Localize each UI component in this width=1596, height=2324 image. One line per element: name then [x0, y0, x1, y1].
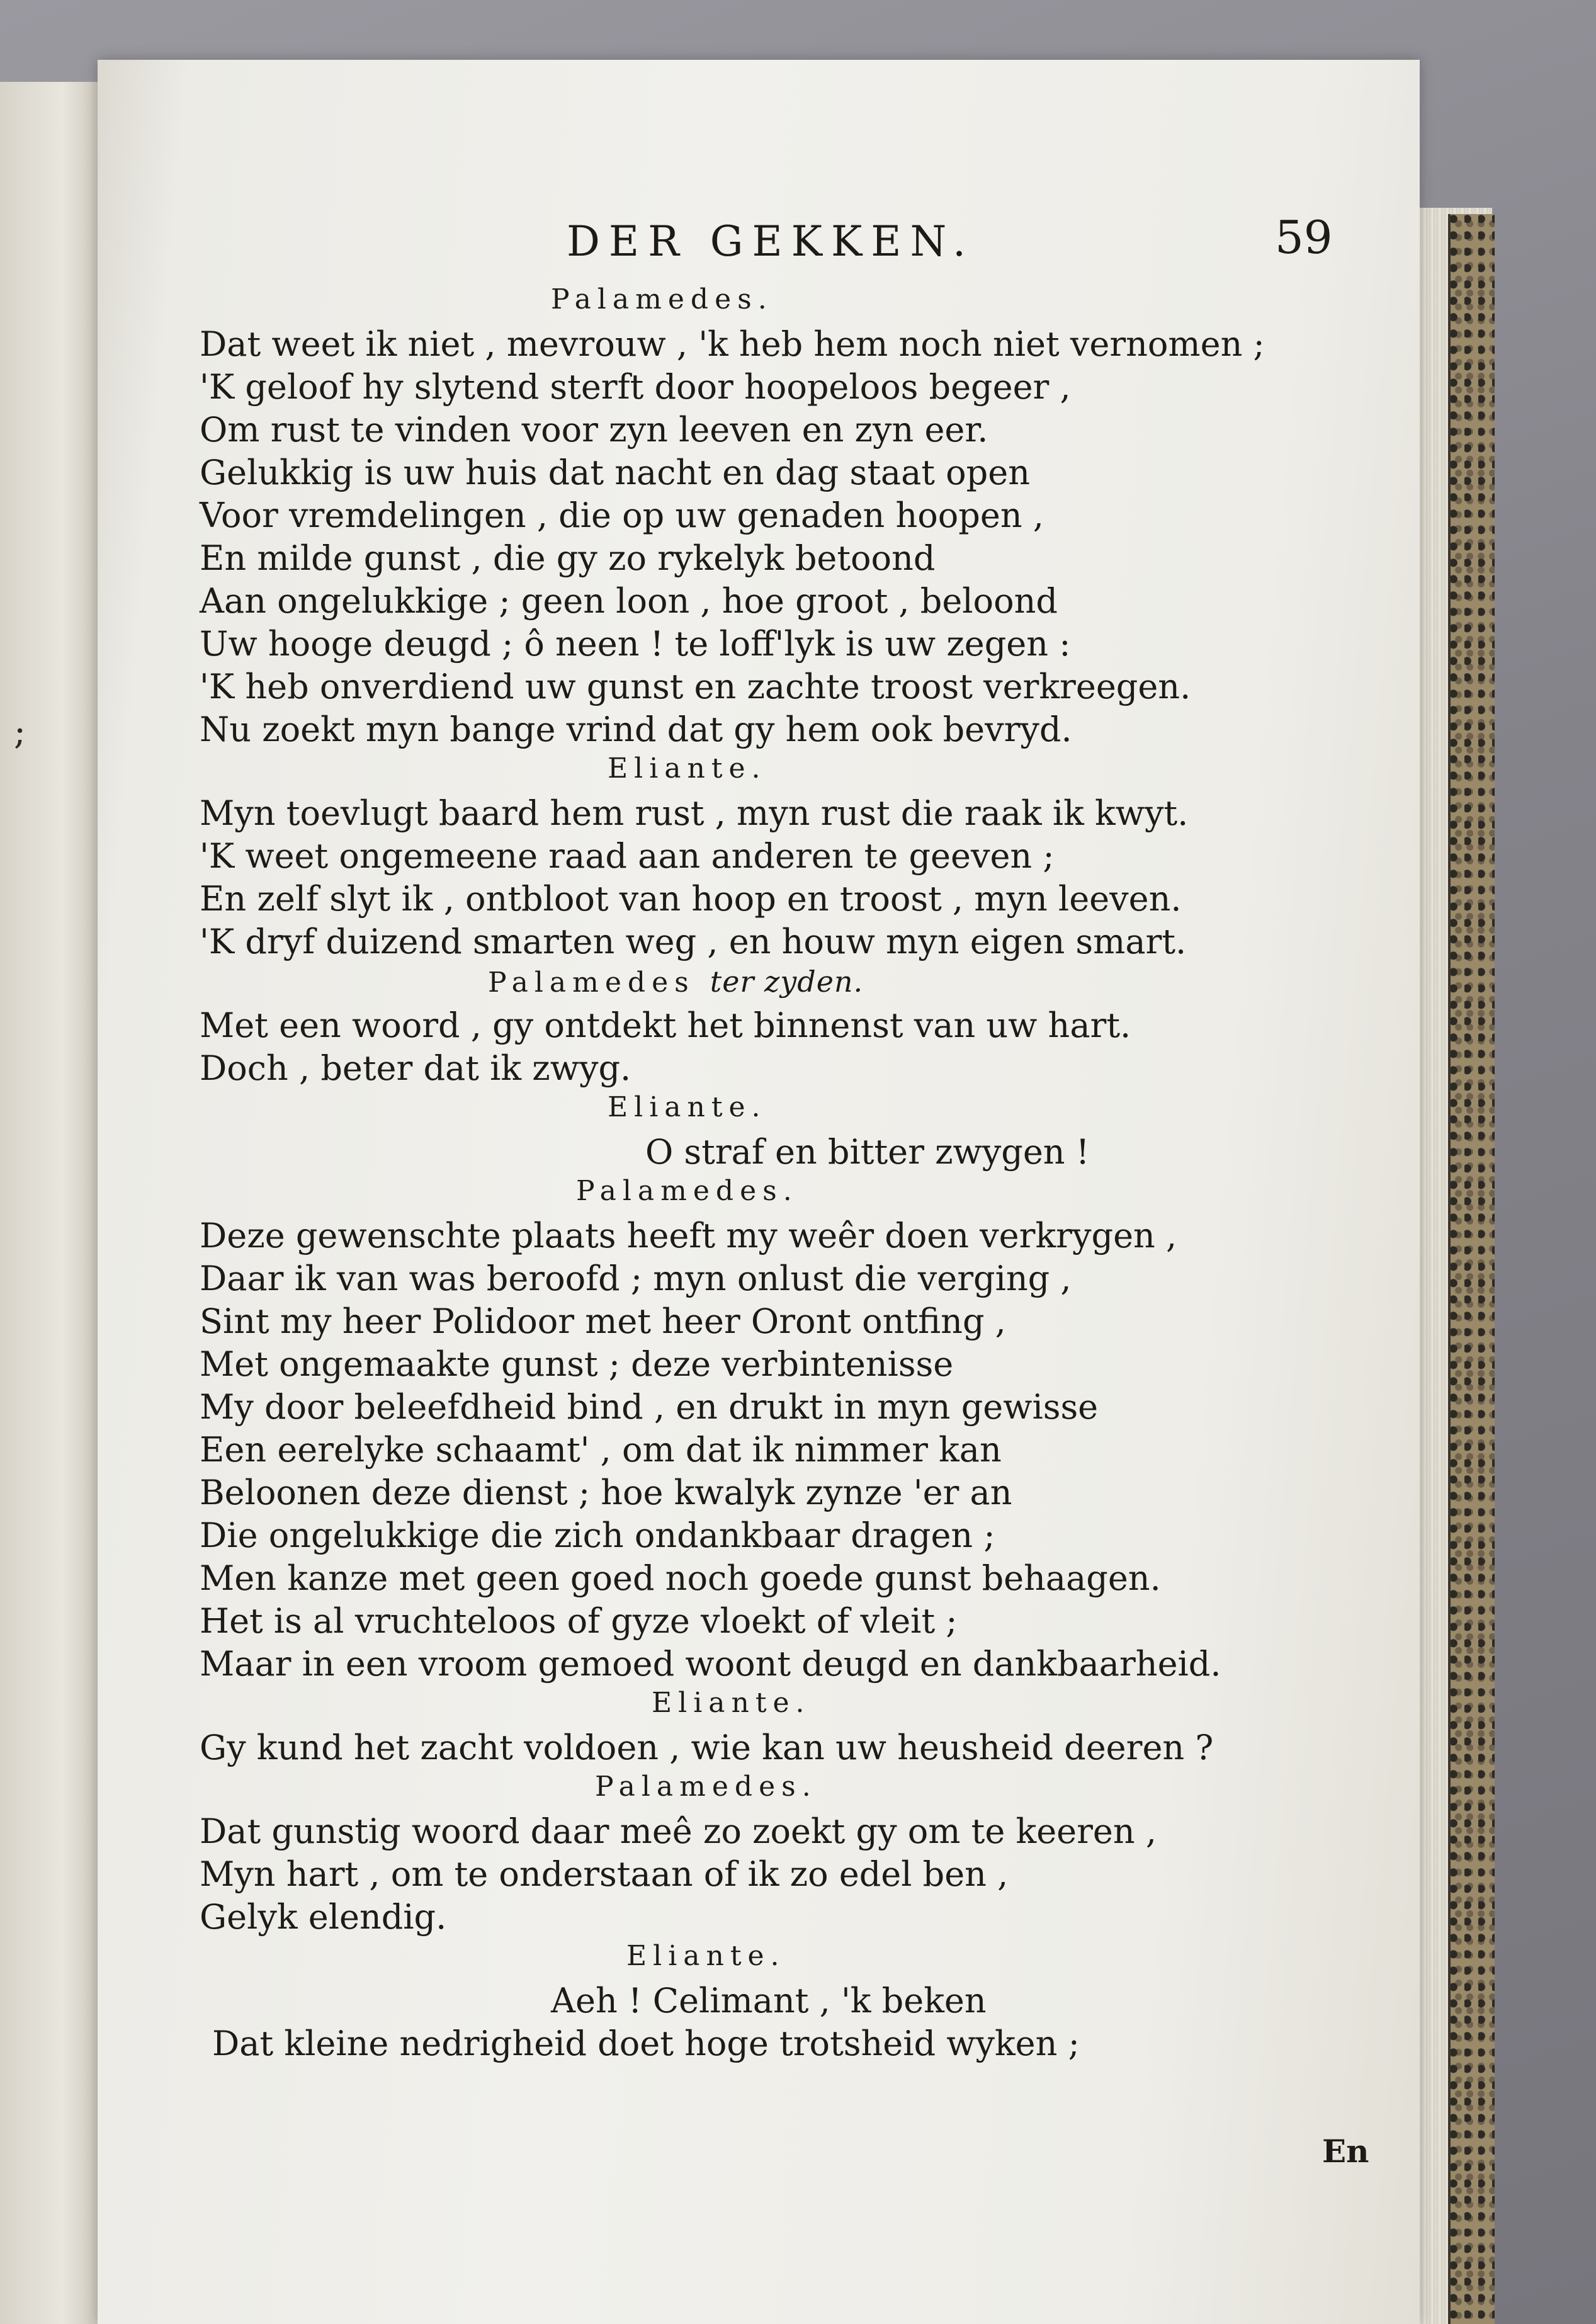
verse-line: Myn toevlugt baard hem rust , myn rust die raak ik kwyt. — [200, 793, 1189, 833]
speaker-label: Eliante. — [608, 752, 767, 785]
verse-line: Men kanze met geen goed noch goede gunst behaagen. — [200, 1558, 1161, 1598]
verse-line: Maar in een vroom gemoed woont deugd en dankbaarheid. — [200, 1644, 1221, 1684]
verse-line: Daar ik van was beroofd ; myn onlust die verging , — [200, 1259, 1072, 1298]
verse-line: 'K heb onverdiend uw gunst en zachte troost verkreegen. — [200, 667, 1191, 706]
verse-line: O straf en bitter zwygen ! — [645, 1132, 1090, 1172]
verse-line: Voor vremdelingen , die op uw genaden hoopen , — [200, 496, 1044, 535]
verse-line: 'K geloof hy slytend sterft door hoopeloos begeer , — [200, 367, 1071, 407]
verse-line: Dat weet ik niet , mevrouw , 'k heb hem noch niet vernomen ; — [200, 324, 1265, 364]
verse-line: Aan ongelukkige ; geen loon , hoe groot , beloond — [200, 581, 1058, 621]
verse-line: En zelf slyt ik , ontbloot van hoop en troost , myn leeven. — [200, 879, 1182, 919]
verse-line: Uw hooge deugd ; ô neen ! te loff'lyk is uw zegen : — [200, 624, 1071, 664]
speaker-name: Palamedes — [488, 966, 695, 999]
verse-line: Gy kund het zacht voldoen , wie kan uw heusheid deeren ? — [200, 1728, 1214, 1767]
verse-line: Sint my heer Polidoor met heer Oront ontfing , — [200, 1301, 1006, 1341]
verse-line: Doch , beter dat ik zwyg. — [200, 1048, 631, 1088]
verse-line: My door beleefdheid bind , en drukt in myn gewisse — [200, 1387, 1099, 1427]
verse-line: Het is al vruchteloos of gyze vloekt of vleit ; — [200, 1601, 958, 1641]
verse-line: Gelukkig is uw huis dat nacht en dag staat open — [200, 453, 1030, 492]
speaker-label: Palamedes. — [595, 1771, 817, 1803]
verse-line: Een eerelyke schaamt' , om dat ik nimmer kan — [200, 1430, 1002, 1470]
running-title: DER GEKKEN. — [567, 217, 975, 266]
verse-line: Dat gunstig woord daar meê zo zoekt gy om te keeren , — [200, 1811, 1157, 1851]
speaker-label: Eliante. — [608, 1091, 767, 1123]
verse-line: Deze gewenschte plaats heeft my weêr doen verkrygen , — [200, 1216, 1177, 1256]
verse-line: Myn hart , om te onderstaan of ik zo edel ben , — [200, 1854, 1009, 1894]
left-page — [0, 82, 108, 2324]
marbled-cover — [1448, 214, 1495, 2324]
verse-line: Beloonen deze dienst ; hoe kwalyk zynze 'er an — [200, 1473, 1012, 1512]
page-number: 59 — [1275, 211, 1333, 264]
left-page-mark: ; — [14, 711, 26, 752]
speaker-label: Palamedes. — [576, 1175, 798, 1207]
verse-line: Met ongemaakte gunst ; deze verbintenisse — [200, 1344, 954, 1384]
stage-direction: ter zyden. — [710, 965, 864, 999]
verse-line: Aeh ! Celimant , 'k beken — [551, 1981, 987, 2021]
speaker-label: Palamedes. — [551, 283, 773, 315]
catchword: En — [1322, 2133, 1369, 2170]
verse-line: Gelyk elendig. — [200, 1897, 447, 1937]
verse-line: Met een woord , gy ontdekt het binnenst van uw hart. — [200, 1006, 1131, 1045]
verse-line: Nu zoekt myn bange vrind dat gy hem ook bevryd. — [200, 710, 1072, 749]
speaker-label: Eliante. — [626, 1940, 786, 1972]
verse-line: Dat kleine nedrigheid doet hoge trotsheid wyken ; — [212, 2024, 1080, 2063]
verse-line: En milde gunst , die gy zo rykelyk betoond — [200, 538, 936, 578]
verse-line: 'K weet ongemeene raad aan anderen te geeven ; — [200, 836, 1055, 876]
verse-line: 'K dryf duizend smarten weg , en houw myn eigen smart. — [200, 922, 1187, 961]
speaker-label: Eliante. — [652, 1687, 811, 1719]
right-page — [98, 60, 1420, 2324]
verse-line: Die ongelukkige die zich ondankbaar dragen ; — [200, 1516, 995, 1555]
verse-line: Om rust te vinden voor zyn leeven en zyn eer. — [200, 410, 988, 450]
speaker-label-aside — [488, 965, 863, 999]
